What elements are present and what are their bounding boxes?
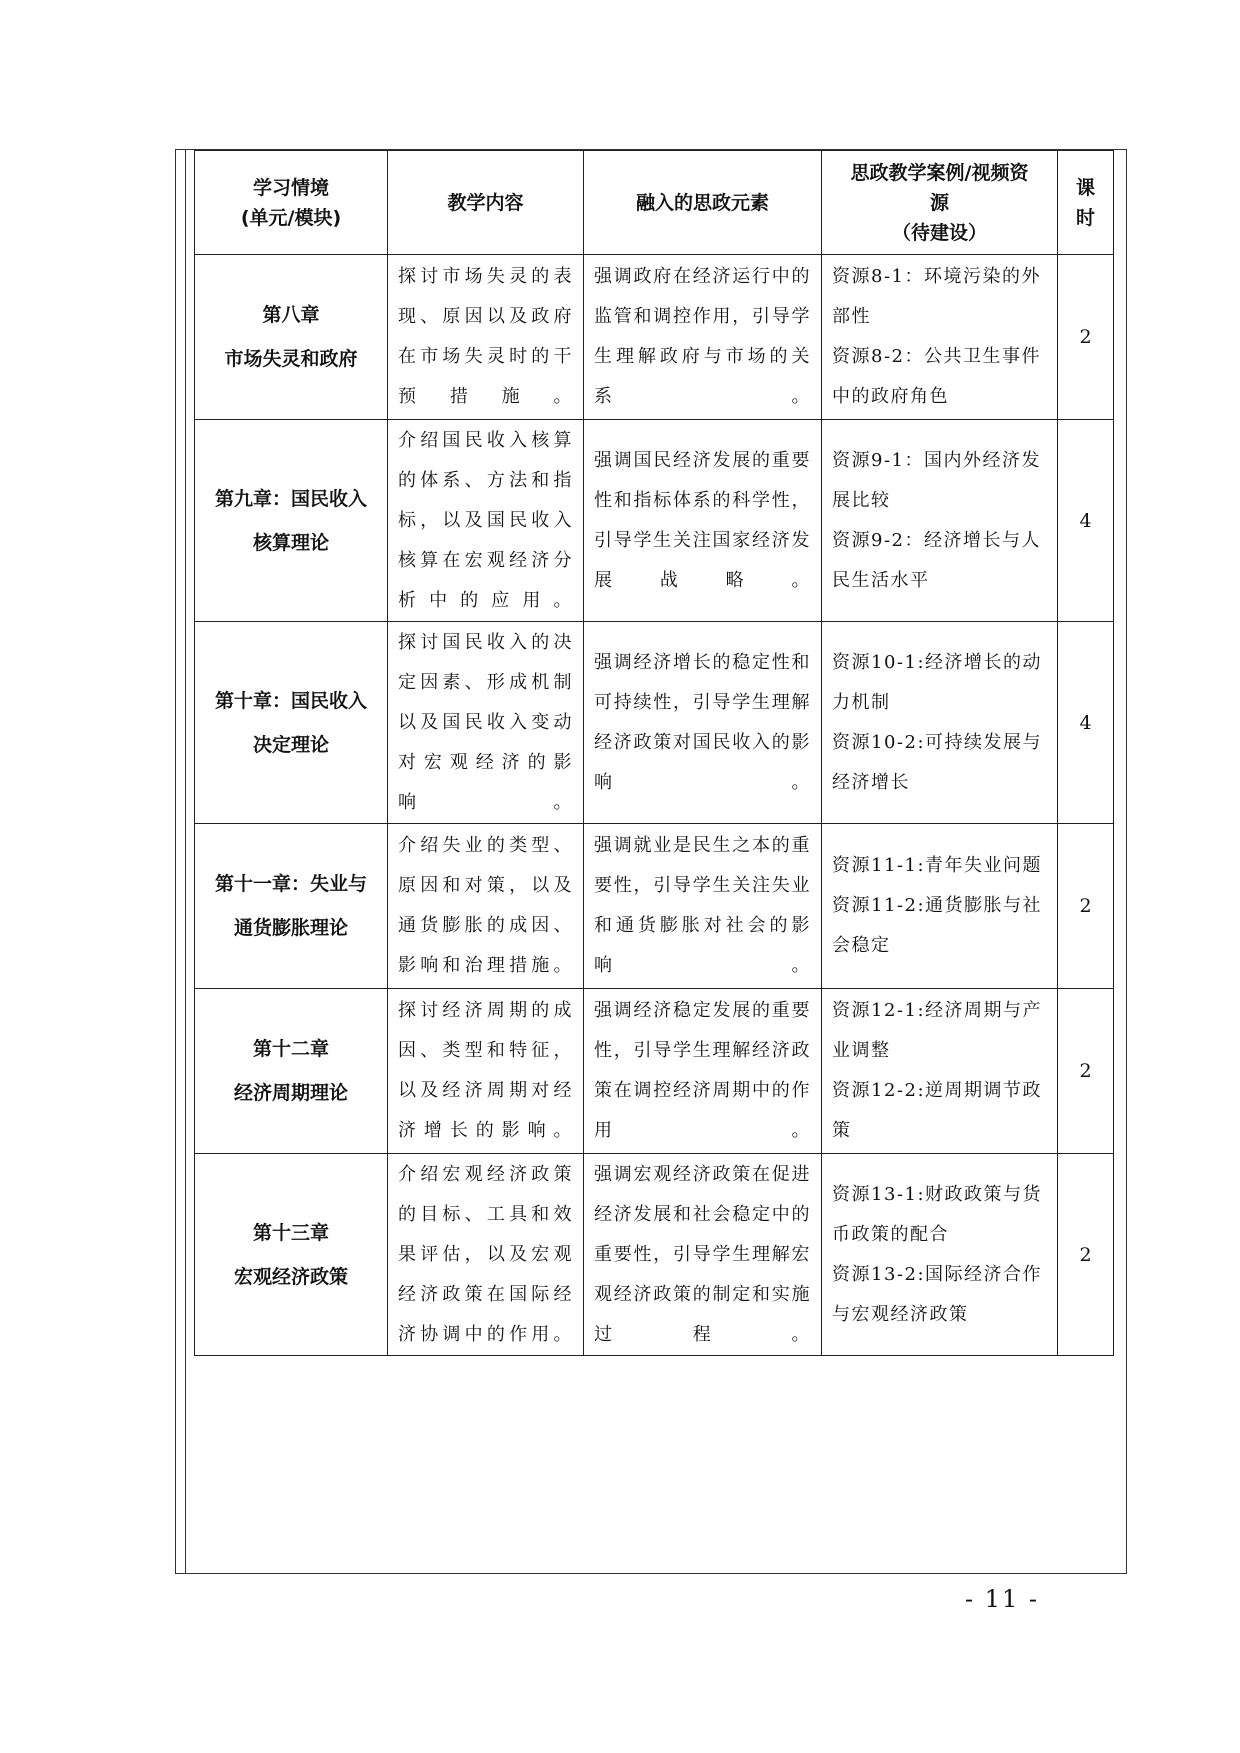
- unit-cell: 第十三章 宏观经济政策: [195, 1154, 388, 1356]
- resource-item: 资源13-2:国际经济合作与宏观经济政策: [832, 1263, 1043, 1325]
- table-row: [195, 1154, 1114, 1356]
- content-cell: 探讨经济周期的成因、类型和特征，以及经济周期对经济增长的影响。: [388, 989, 584, 1154]
- content-cell: 探讨市场失灵的表现、原因以及政府在市场失灵时的干预措施。: [388, 255, 584, 420]
- resources-cell: [822, 420, 1058, 622]
- content-cell: 介绍失业的类型、原因和对策，以及通货膨胀的成因、影响和治理措施。: [388, 824, 584, 989]
- resource-item: 资源9-1：国内外经济发展比较: [832, 449, 1041, 511]
- hours-cell: 2: [1058, 989, 1114, 1154]
- resources-cell: [822, 1154, 1058, 1356]
- resource-item: 资源13-1:财政政策与货币政策的配合: [832, 1183, 1043, 1245]
- hours-cell: 2: [1058, 824, 1114, 989]
- resource-item: 资源11-1:青年失业问题: [832, 855, 1043, 876]
- content-cell: 介绍宏观经济政策的目标、工具和效果评估，以及宏观经济政策在国际经济协调中的作用。: [388, 1154, 584, 1356]
- table-row: [195, 622, 1114, 824]
- elements-cell: 强调经济稳定发展的重要性，引导学生理解经济政策在调控经济周期中的作用。: [584, 989, 822, 1154]
- unit-cell: 第十二章 经济周期理论: [195, 989, 388, 1154]
- frame-margin-line: [185, 149, 186, 1574]
- resource-item: 资源9-2：经济增长与人民生活水平: [832, 529, 1041, 591]
- elements-cell: 强调国民经济发展的重要性和指标体系的科学性，引导学生关注国家经济发展战略。: [584, 420, 822, 622]
- resource-item: 资源8-2：公共卫生事件中的政府角色: [832, 346, 1041, 407]
- resources-cell: [822, 622, 1058, 824]
- unit-cell: 第九章：国民收入 核算理论: [195, 420, 388, 622]
- table-row: [195, 420, 1114, 622]
- unit-cell: 第十章：国民收入 决定理论: [195, 622, 388, 824]
- resource-item: 资源12-1:经济周期与产业调整: [832, 1000, 1043, 1061]
- header-elements: 融入的思政元素: [584, 151, 822, 255]
- header-content: 教学内容: [388, 151, 584, 255]
- elements-cell: 强调经济增长的稳定性和可持续性，引导学生理解经济政策对国民收入的影响。: [584, 622, 822, 824]
- table-row: [195, 255, 1114, 420]
- unit-cell: 第八章 市场失灵和政府: [195, 255, 388, 420]
- table-row: [195, 989, 1114, 1154]
- content-cell: 介绍国民收入核算的体系、方法和指标，以及国民收入核算在宏观经济分析中的应用。: [388, 420, 584, 622]
- unit-cell: 第十一章：失业与 通货膨胀理论: [195, 824, 388, 989]
- table-header-row: [195, 151, 1114, 255]
- header-hours: 课 时: [1058, 151, 1114, 255]
- resource-item: 资源11-2:通货膨胀与社会稳定: [832, 895, 1043, 956]
- elements-cell: 强调宏观经济政策在促进经济发展和社会稳定中的重要性，引导学生理解宏观经济政策的制定和实施过程。: [584, 1154, 822, 1356]
- course-plan-table: [194, 150, 1114, 1356]
- resource-item: 资源8-1：环境污染的外部性: [832, 266, 1041, 327]
- resource-item: 资源12-2:逆周期调节政策: [832, 1080, 1043, 1141]
- resources-cell: [822, 989, 1058, 1154]
- resources-cell: [822, 824, 1058, 989]
- elements-cell: 强调政府在经济运行中的监管和调控作用，引导学生理解政府与市场的关系。: [584, 255, 822, 420]
- hours-cell: 4: [1058, 622, 1114, 824]
- hours-cell: 2: [1058, 1154, 1114, 1356]
- content-cell: 探讨国民收入的决定因素、形成机制以及国民收入变动对宏观经济的影响。: [388, 622, 584, 824]
- resource-item: 资源10-2:可持续发展与经济增长: [832, 731, 1043, 793]
- header-unit: 学习情境 (单元/模块): [195, 151, 388, 255]
- hours-cell: 4: [1058, 420, 1114, 622]
- page-number: - 11 -: [965, 1585, 1040, 1613]
- resources-cell: [822, 255, 1058, 420]
- header-resources: 思政教学案例/视频资 源 （待建设）: [822, 151, 1058, 255]
- resource-item: 资源10-1:经济增长的动力机制: [832, 651, 1043, 713]
- hours-cell: 2: [1058, 255, 1114, 420]
- table-row: [195, 824, 1114, 989]
- elements-cell: 强调就业是民生之本的重要性，引导学生关注失业和通货膨胀对社会的影响。: [584, 824, 822, 989]
